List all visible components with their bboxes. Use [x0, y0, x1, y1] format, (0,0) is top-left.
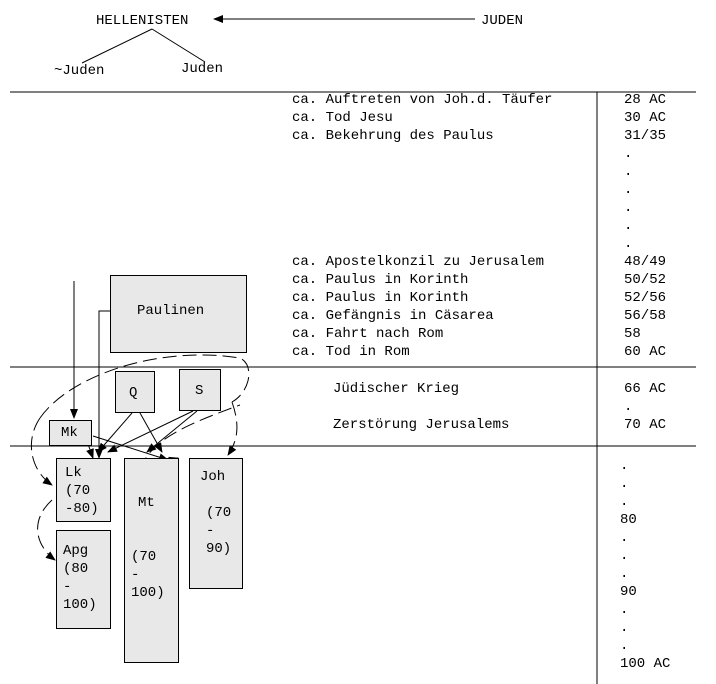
- later-date: .: [620, 566, 629, 582]
- timeline-event: ca. Bekehrung des Paulus: [292, 128, 494, 144]
- q-label: Q: [129, 385, 138, 401]
- mt-spacer: [131, 512, 165, 530]
- later-date: 100 AC: [620, 656, 671, 672]
- later-date: .: [620, 494, 629, 510]
- not-juden-label: ~Juden: [54, 63, 105, 79]
- lk-date: (70: [65, 483, 91, 499]
- later-date: 80: [620, 512, 637, 528]
- timeline-event: ca. Auftreten von Joh.d. Täufer: [292, 92, 553, 108]
- later-date: .: [620, 548, 629, 564]
- arrow-paulinen-lk: [99, 311, 110, 458]
- timeline-date: .: [624, 218, 633, 234]
- joh-date: (70: [206, 505, 232, 521]
- war-date: 70 AC: [624, 417, 667, 433]
- timeline-date: 52/56: [624, 290, 667, 306]
- war-date: .: [624, 399, 633, 415]
- arrow-mk-mt: [93, 436, 168, 460]
- s-label: S: [195, 383, 204, 399]
- timeline-event: [292, 199, 552, 217]
- mk-label: Mk: [61, 425, 78, 441]
- timeline-event: ca. Fahrt nach Rom: [292, 326, 444, 342]
- joh-box: [189, 458, 243, 589]
- mt-label: Mt: [138, 495, 155, 511]
- s-box: [179, 369, 221, 411]
- later-date: 90: [620, 584, 637, 600]
- timeline-date: 56/58: [624, 308, 667, 324]
- timeline-event: ca. Paulus in Korinth: [292, 272, 469, 288]
- later-date: .: [620, 638, 629, 654]
- timeline-event: [292, 217, 552, 235]
- later-dates: [620, 457, 670, 673]
- paulinen-box: [110, 275, 247, 353]
- apg-date: 100): [63, 597, 97, 613]
- timeline-date: .: [624, 182, 633, 198]
- juden-top-label: JUDEN: [481, 13, 524, 29]
- mt-date: 100): [131, 585, 165, 601]
- joh-date: -: [206, 523, 215, 539]
- paulinen-label: Paulinen: [137, 303, 205, 319]
- later-date: .: [620, 476, 629, 492]
- mt-date: -: [131, 567, 140, 583]
- later-date: .: [620, 602, 629, 618]
- apg-date: (80: [63, 561, 89, 577]
- timeline-date: .: [624, 236, 633, 252]
- mt-box: [124, 458, 179, 663]
- timeline-event: ca. Tod Jesu: [292, 110, 393, 126]
- later-date: .: [620, 458, 629, 474]
- joh-date: 90): [206, 541, 232, 557]
- timeline-event: ca. Apostelkonzil zu Jerusalem: [292, 254, 545, 270]
- timeline-event: ca. Gefängnis in Cäsarea: [292, 308, 494, 324]
- timeline-event: [292, 163, 552, 181]
- apg-box: [56, 530, 111, 629]
- juden-sub-label: Juden: [181, 61, 224, 77]
- timeline-date: 50/52: [624, 272, 667, 288]
- branch-not-juden: [82, 29, 152, 63]
- apg-date: -: [63, 579, 72, 595]
- later-date: .: [620, 530, 629, 546]
- war-dates: [624, 380, 666, 434]
- timeline-date: 58: [624, 326, 641, 342]
- branch-juden: [152, 29, 205, 62]
- timeline-date: 30 AC: [624, 110, 667, 126]
- dashed-curve-joh: [228, 402, 237, 455]
- timeline-event: [292, 235, 552, 253]
- hellenisten-label: HELLENISTEN: [96, 13, 189, 29]
- timeline-dates: [624, 91, 666, 361]
- timeline-date: 31/35: [624, 128, 667, 144]
- timeline-date: .: [624, 164, 633, 180]
- war-event: Jüdischer Krieg: [333, 381, 460, 397]
- mt-spacer: [131, 530, 165, 548]
- timeline-event: ca. Tod in Rom: [292, 344, 410, 360]
- war-event: Zerstörung Jerusalems: [333, 417, 510, 433]
- joh-spacer: [200, 486, 225, 504]
- timeline-event: ca. Paulus in Korinth: [292, 290, 469, 306]
- lk-box: [56, 458, 111, 522]
- timeline-date: .: [624, 200, 633, 216]
- mk-box: [49, 420, 92, 446]
- lk-label: Lk: [65, 465, 82, 481]
- timeline-date: 48/49: [624, 254, 667, 270]
- mt-date: (70: [131, 549, 157, 565]
- timeline-date: .: [624, 146, 633, 162]
- apg-label: Apg: [63, 543, 89, 559]
- timeline-events: [292, 91, 552, 361]
- timeline-date: 28 AC: [624, 92, 667, 108]
- q-box: [115, 371, 155, 413]
- war-date: 66 AC: [624, 381, 667, 397]
- joh-label: Joh: [200, 469, 226, 485]
- timeline-date: 60 AC: [624, 344, 667, 360]
- dashed-curve-lk-apg: [38, 500, 55, 560]
- later-date: .: [620, 620, 629, 636]
- timeline-event: [292, 181, 552, 199]
- timeline-event: [292, 145, 552, 163]
- lk-date: -80): [65, 501, 99, 517]
